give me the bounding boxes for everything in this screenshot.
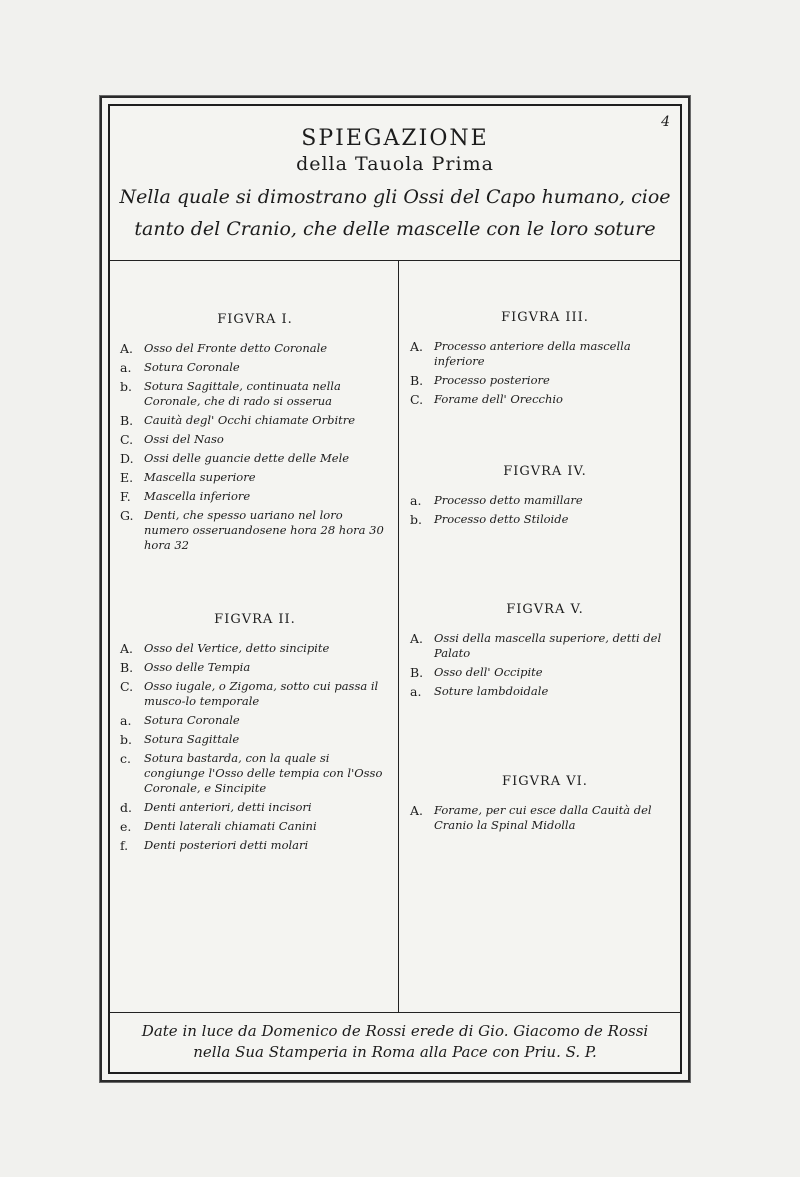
- item-letter: a.: [410, 493, 422, 508]
- item-text: Sotura Sagittale: [144, 732, 240, 746]
- item-letter: A.: [120, 341, 134, 356]
- figure-title: FIGVRA II.: [214, 612, 296, 627]
- item-text: Forame, per cui esce dalla Cauità del Cranio la Spinal Midolla: [434, 803, 652, 832]
- list-item: [120, 838, 390, 853]
- item-letter: b.: [120, 379, 132, 394]
- list-item: [120, 713, 390, 728]
- item-letter: E.: [120, 470, 134, 485]
- list-item: [120, 660, 390, 675]
- item-text: Osso dell' Occipite: [434, 665, 543, 679]
- item-text: Ossi delle guancie dette delle Mele: [144, 451, 350, 465]
- description-line-2: tanto del Cranio, che delle mascelle con le loro soture: [134, 218, 656, 240]
- figure-4-legend: [410, 464, 680, 531]
- item-text: Denti posteriori detti molari: [144, 838, 309, 852]
- figure-title: FIGVRA V.: [506, 602, 584, 617]
- item-letter: a.: [120, 713, 132, 728]
- imprint-line-2: nella Sua Stamperia in Roma alla Pace con Priu. S. P.: [193, 1043, 597, 1061]
- list-item: [410, 373, 680, 388]
- page-subtitle: della Tauola Prima: [296, 153, 494, 175]
- item-letter: C.: [410, 392, 424, 407]
- list-item: [120, 413, 390, 428]
- item-letter: F.: [120, 489, 131, 504]
- item-text: Sotura Coronale: [144, 713, 240, 727]
- item-letter: A.: [120, 641, 134, 656]
- figure-title: FIGVRA I.: [217, 312, 293, 327]
- list-item: [410, 665, 680, 680]
- item-letter: A.: [410, 339, 424, 354]
- page-number: 4: [661, 114, 670, 130]
- item-letter: C.: [120, 432, 134, 447]
- list-item: [120, 819, 390, 834]
- list-item: [120, 679, 390, 709]
- list-item: [120, 341, 390, 356]
- list-item: [120, 732, 390, 747]
- item-letter: a.: [120, 360, 132, 375]
- item-letter: D.: [120, 451, 134, 466]
- column-divider: [398, 260, 399, 1012]
- item-text: Sotura Coronale: [144, 360, 240, 374]
- list-item: [120, 751, 390, 796]
- plate-description: [110, 181, 680, 245]
- figure-columns: [110, 260, 680, 1012]
- item-text: Denti, che spesso uariano nel loro numero osseruandosene hora 28 hora 30 hora 32: [144, 508, 384, 552]
- figure-2-legend: [120, 612, 390, 857]
- list-item: [120, 800, 390, 815]
- item-text: Soture lambdoidale: [434, 684, 549, 698]
- list-item: [120, 360, 390, 375]
- item-text: Sotura bastarda, con la quale si congiunge l'Osso delle tempia con l'Osso Coronale, e Sincipite: [144, 751, 383, 795]
- item-letter: B.: [410, 665, 424, 680]
- item-text: Processo posteriore: [434, 373, 550, 387]
- item-letter: e.: [120, 819, 132, 834]
- item-text: Ossi della mascella superiore, detti del Palato: [434, 631, 662, 660]
- list-item: [120, 379, 390, 409]
- item-letter: d.: [120, 800, 132, 815]
- figure-title: FIGVRA III.: [501, 310, 589, 325]
- imprint-line-1: Date in luce da Domenico de Rossi erede di Gio. Giacomo de Rossi: [141, 1022, 649, 1040]
- figure-6-legend: [410, 774, 680, 837]
- item-letter: b.: [120, 732, 132, 747]
- item-letter: G.: [120, 508, 134, 523]
- item-letter: B.: [120, 413, 134, 428]
- item-letter: C.: [120, 679, 134, 694]
- figure-title: FIGVRA IV.: [503, 464, 587, 479]
- item-letter: c.: [120, 751, 131, 766]
- figure-title: FIGVRA VI.: [502, 774, 588, 789]
- figure-5-legend: [410, 602, 680, 703]
- item-text: Sotura Sagittale, continuata nella Coronale, che di rado si osserua: [144, 379, 341, 408]
- list-item: [120, 432, 390, 447]
- item-letter: a.: [410, 684, 422, 699]
- item-text: Processo detto mamillare: [434, 493, 583, 507]
- plate-inner-frame: [108, 104, 682, 1074]
- list-item: [120, 641, 390, 656]
- engraved-plate: [100, 96, 690, 1082]
- item-text: Denti anteriori, detti incisori: [144, 800, 312, 814]
- list-item: [410, 684, 680, 699]
- figure-3-legend: [410, 310, 680, 411]
- item-text: Osso iugale, o Zigoma, sotto cui passa il musco-lo temporale: [144, 679, 379, 708]
- plate-header: [110, 106, 680, 261]
- item-text: Osso del Vertice, detto sincipite: [144, 641, 330, 655]
- list-item: [410, 512, 680, 527]
- item-letter: B.: [410, 373, 424, 388]
- item-text: Ossi del Naso: [144, 432, 224, 446]
- item-text: Processo detto Stiloide: [434, 512, 569, 526]
- list-item: [120, 470, 390, 485]
- description-line-1: Nella quale si dimostrano gli Ossi del Capo humano, cioe: [119, 186, 671, 208]
- list-item: [410, 493, 680, 508]
- list-item: [410, 803, 680, 833]
- item-text: Cauità degl' Occhi chiamate Orbitre: [144, 413, 356, 427]
- figure-1-legend: [120, 312, 390, 557]
- list-item: [120, 508, 390, 553]
- publisher-imprint: [110, 1012, 680, 1072]
- item-letter: B.: [120, 660, 134, 675]
- item-text: Mascella superiore: [144, 470, 256, 484]
- item-text: Osso del Fronte detto Coronale: [144, 341, 328, 355]
- item-letter: f.: [120, 838, 129, 853]
- list-item: [410, 631, 680, 661]
- list-item: [120, 489, 390, 504]
- list-item: [410, 339, 680, 369]
- item-letter: b.: [410, 512, 422, 527]
- item-text: Forame dell' Orecchio: [434, 392, 563, 406]
- item-text: Osso delle Tempia: [144, 660, 251, 674]
- list-item: [410, 392, 680, 407]
- list-item: [120, 451, 390, 466]
- item-letter: A.: [410, 803, 424, 818]
- item-text: Processo anteriore della mascella inferiore: [434, 339, 631, 368]
- item-text: Mascella inferiore: [144, 489, 251, 503]
- page-title: SPIEGAZIONE: [301, 126, 489, 151]
- item-text: Denti laterali chiamati Canini: [144, 819, 317, 833]
- item-letter: A.: [410, 631, 424, 646]
